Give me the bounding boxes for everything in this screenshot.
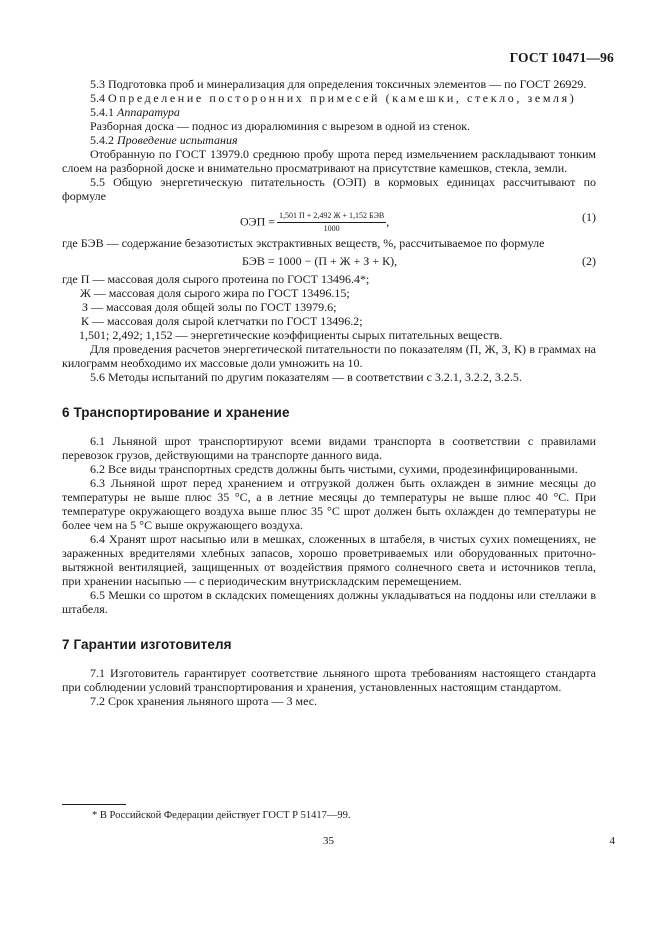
- definition-text: массовая доля сырого жира по ГОСТ 13496.15;: [108, 286, 350, 300]
- definition-symbol: Ж: [80, 286, 91, 300]
- definition-prefix: где: [62, 272, 78, 286]
- formula-1-numerator: 1,501 П + 2,492 Ж + 1,152 БЭВ: [277, 211, 386, 223]
- page-number-center: 35: [323, 835, 334, 847]
- formula-2-number: (2): [582, 254, 596, 268]
- clause-5-4: [62, 91, 596, 105]
- definition-text: массовая доля сырой клетчатки по ГОСТ 13496.2;: [107, 314, 363, 328]
- clause-6-2: 6.2 Все виды транспортных средств должны быть чистыми, сухими, продезинфицированными.: [90, 462, 578, 476]
- clause-5-5: 5.5 Общую энергетическую питательность (ОЭП) в кормовых единицах рассчитывают по формуле: [62, 175, 596, 203]
- definition-text: массовая доля общей золы по ГОСТ 13979.6;: [106, 300, 337, 314]
- formula-1-expression: [240, 211, 389, 234]
- clause-6-3: 6.3 Льняной шрот перед хранением и отгрузкой должен быть охлажден в зимние месяцы до температуры не выше плюс 35 °С, а в летние месяцы до температуры не выше плюс 40 °С. При температуре окружающего воздуха выше плюс 35 °С шрот должен быть охлажден до температуры не более чем на 5 °С выше окружающего воздуха.: [62, 476, 596, 532]
- document-body: [62, 77, 596, 708]
- section-7-title: 7 Гарантии изготовителя: [62, 637, 232, 652]
- clause-5-4-1: [62, 105, 596, 119]
- clause-6-4: 6.4 Хранят шрот насыпью или в мешках, сложенных в штабеля, в чистых сухих помещениях, не зараженных вредителями хлебных запасов, хорошо проветриваемых или оборудованных приточно-вытяжной вентиляцией, защищенных от воздействия прямого солнечного света и источников тепла, при хранении насыпью — с периодическим внутрискладским перемещением.: [62, 532, 596, 588]
- clause-5-4-title: Определение посторонних примесей (камешки, стекло, земля): [108, 91, 577, 105]
- where-bev: где БЭВ — содержание безазотистых экстрактивных веществ, %, рассчитываемое по формуле: [62, 236, 545, 250]
- definition-symbol: П: [80, 272, 90, 286]
- definition-item: К — массовая доля сырой клетчатки по ГОСТ 13496.2;: [81, 314, 363, 328]
- formula-2: [62, 254, 596, 270]
- definition-item: З — массовая доля общей золы по ГОСТ 13979.6;: [82, 300, 337, 314]
- definition-symbol: З: [82, 300, 89, 314]
- units-note: Для проведения расчетов энергетической питательности по показателям (П, Ж, З, К) в граммах на килограмм необходимо их массовые доли умножить на 10.: [62, 342, 596, 370]
- definition-item: Ж — массовая доля сырого жира по ГОСТ 13496.15;: [80, 286, 350, 300]
- coefficients-note: 1,501; 2,492; 1,152 — энергетические коэффициенты сырых питательных веществ.: [79, 328, 503, 342]
- formula-1-tail: ,: [386, 214, 390, 229]
- definition-item: где П — массовая доля сырого протеина по ГОСТ 13496.4*;: [62, 272, 370, 286]
- formula-1: [62, 206, 596, 232]
- clause-7-2: 7.2 Срок хранения льняного шрота — 3 мес.: [90, 694, 318, 708]
- definition-text: массовая доля сырого протеина по ГОСТ 13496.4*;: [107, 272, 370, 286]
- formula-1-lhs: ОЭП =: [240, 214, 276, 229]
- clause-5-4-2: [62, 133, 596, 147]
- clause-5-4-2-title: Проведение испытания: [117, 133, 238, 147]
- clause-5-3: 5.3 Подготовка проб и минерализация для определения токсичных элементов — по ГОСТ 26929.: [90, 77, 587, 91]
- formula-1-number: (1): [582, 210, 596, 224]
- formula-2-expression: БЭВ = 1000 − (П + Ж + З + К),: [242, 254, 398, 268]
- section-6-title: 6 Транспортирование и хранение: [62, 405, 290, 420]
- clause-5-4-number: 5.4: [90, 91, 105, 105]
- page-number-right: 4: [609, 835, 615, 847]
- clause-5-6: 5.6 Методы испытаний по другим показателям — в соответствии с 3.2.1, 3.2.2, 3.2.5.: [90, 370, 522, 384]
- formula-1-denominator: 1000: [323, 224, 340, 233]
- clause-5-4-2-text: Отобранную по ГОСТ 13979.0 среднюю пробу шрота перед измельчением раскладывают тонким слоем на разборной доске и внимательно просматривают на присутствие камешков, стекла, земли.: [62, 147, 596, 175]
- definition-symbol: К: [81, 314, 90, 328]
- clause-5-4-1-text: Разборная доска — поднос из дюралюминия с вырезом в одной из стенок.: [90, 119, 471, 133]
- clause-7-1: 7.1 Изготовитель гарантирует соответствие льняного шрота требованиям настоящего стандарта при соблюдении условий транспортирования и хранения, установленных настоящим стандартом.: [62, 666, 596, 694]
- footnote-divider: [62, 804, 126, 805]
- clause-5-4-2-number: 5.4.2: [90, 133, 114, 147]
- clause-5-4-1-title: Аппаратура: [117, 105, 180, 119]
- page-header-standard: ГОСТ 10471—96: [509, 50, 614, 65]
- clause-6-1: 6.1 Льняной шрот транспортируют всеми видами транспорта в соответствии с правилами перевозок грузов, действующими на транспорте данного вида.: [62, 434, 596, 462]
- footnote: * В Российской Федерации действует ГОСТ Р 51417—99.: [92, 810, 351, 821]
- formula-1-fraction: [277, 211, 386, 234]
- clause-5-4-1-number: 5.4.1: [90, 105, 114, 119]
- clause-6-5: 6.5 Мешки со шротом в складских помещениях должны укладываться на поддоны или стеллажи в штабеля.: [62, 588, 596, 616]
- definitions-list: [62, 272, 596, 342]
